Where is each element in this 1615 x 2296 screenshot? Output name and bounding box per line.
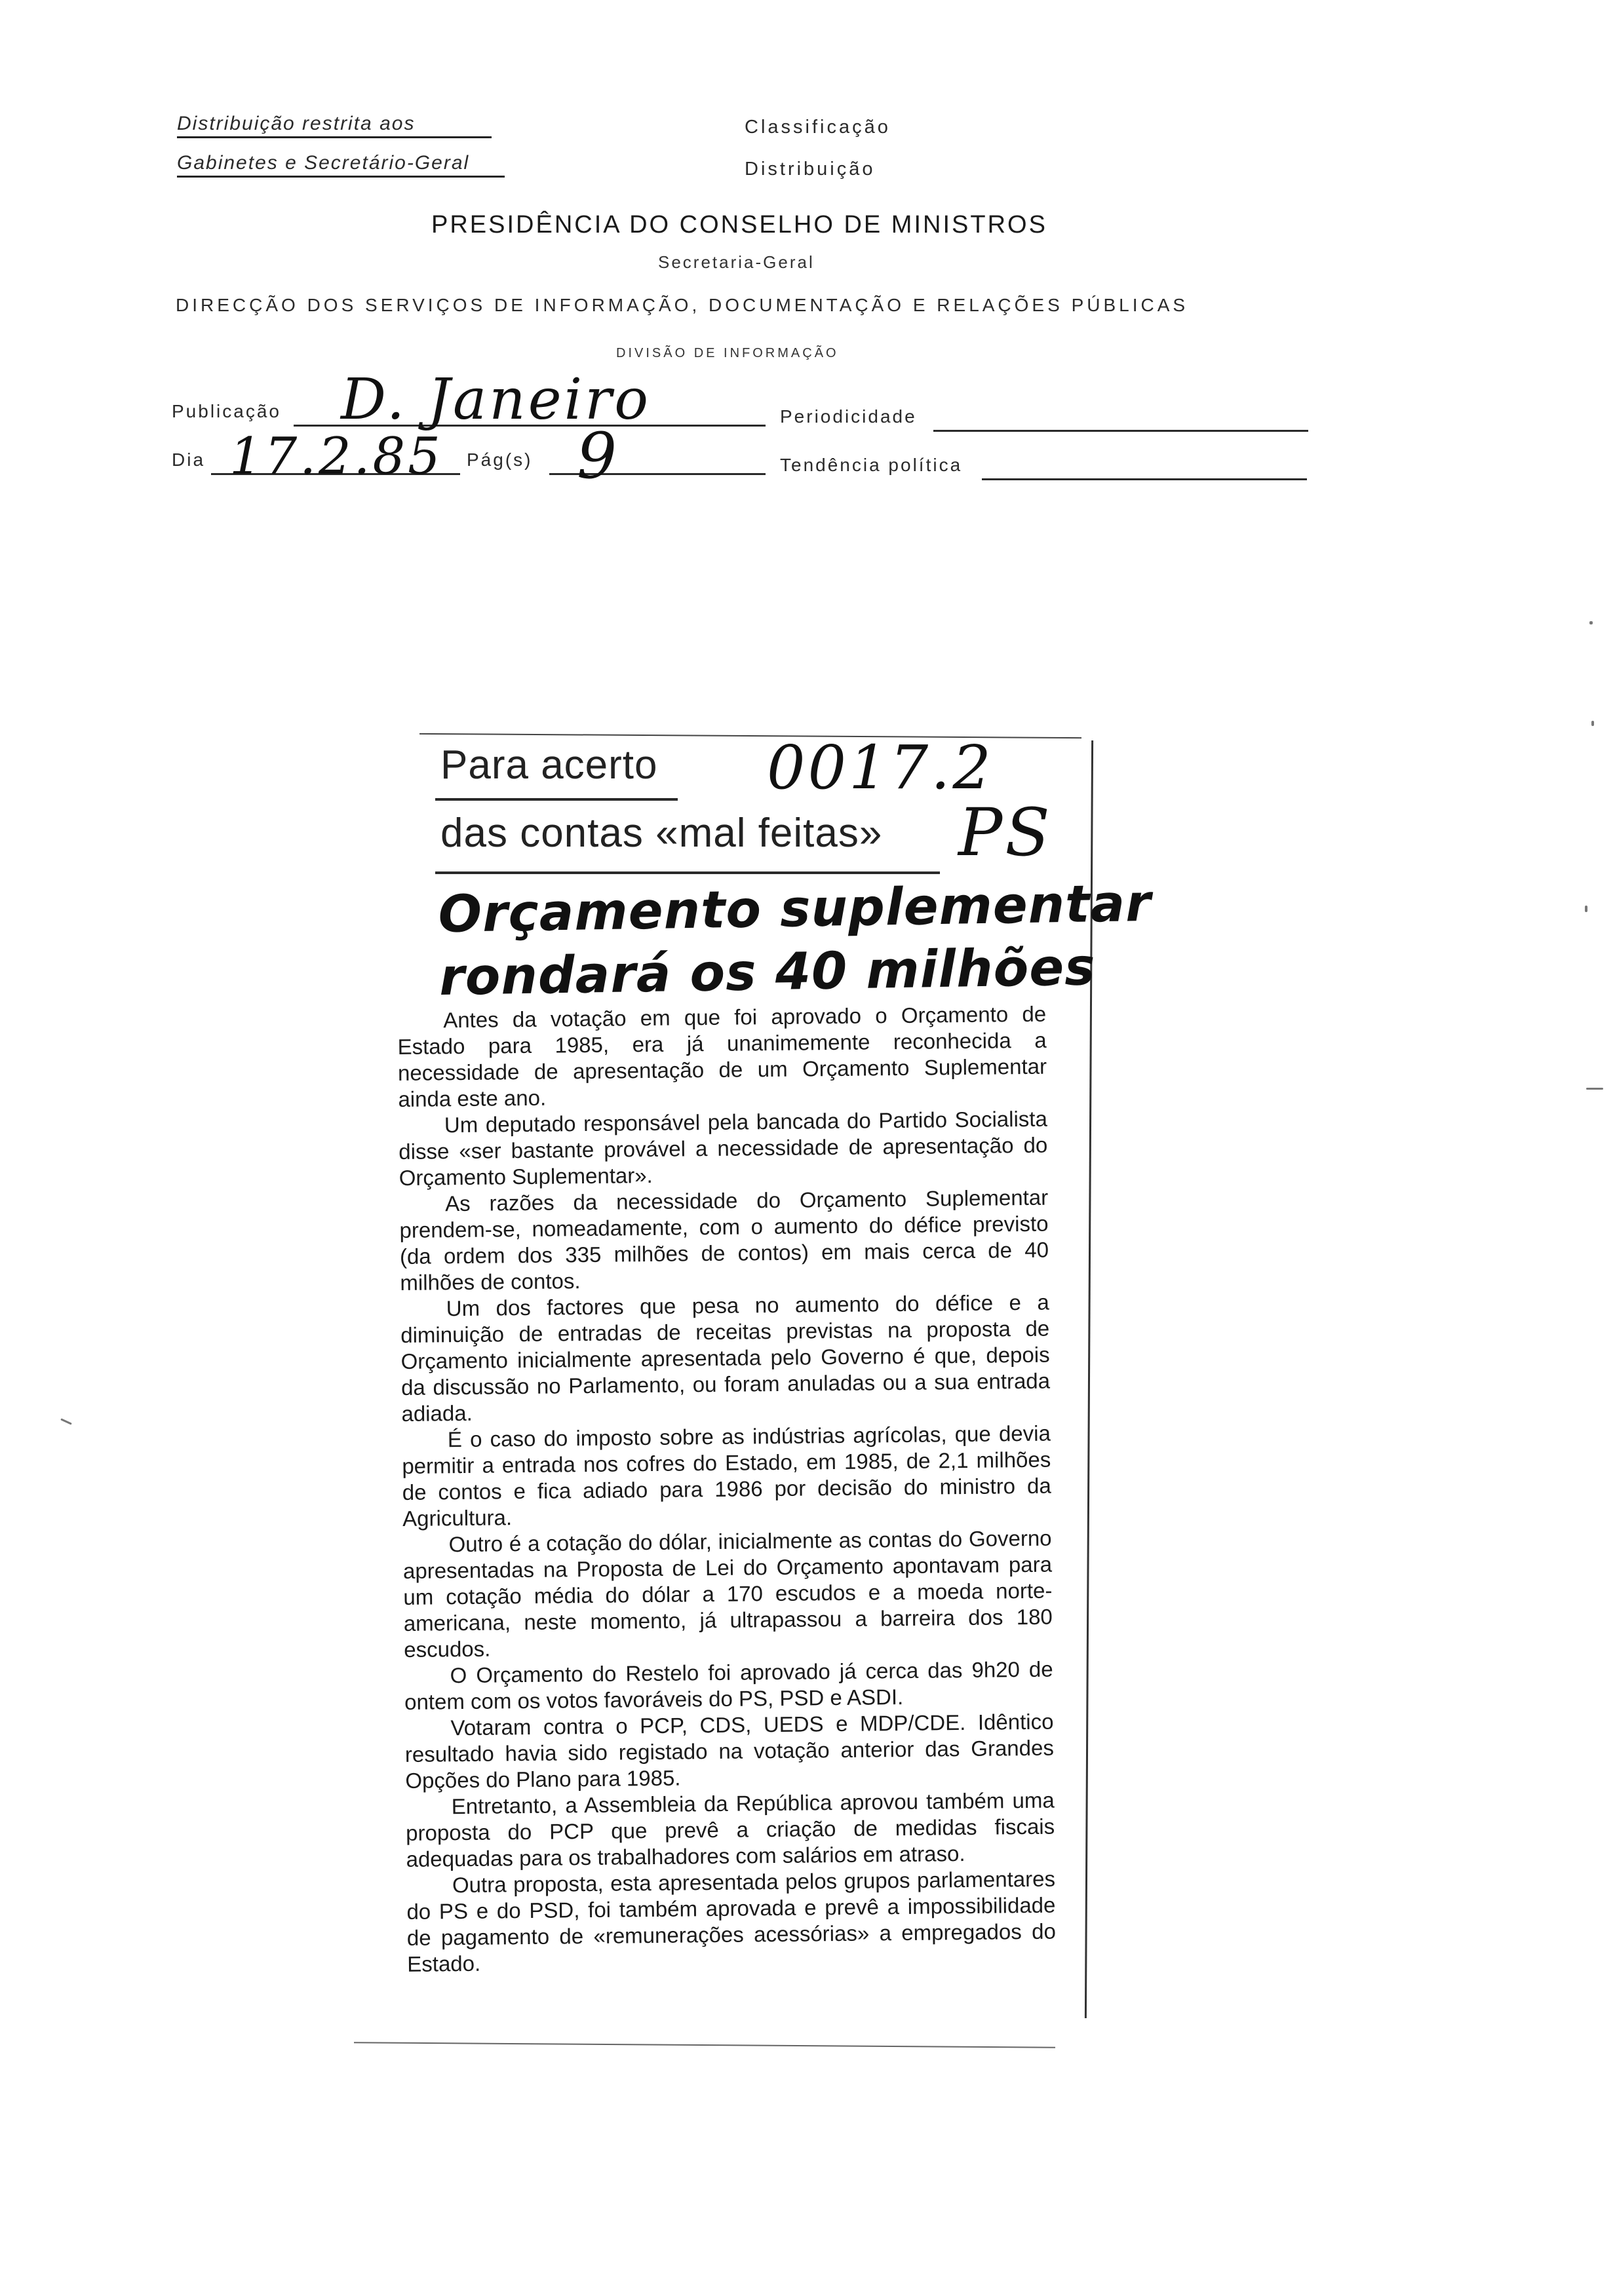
article-paragraph: Um deputado responsável pela bancada do Partido Socialista disse «ser bastante provável a necessidade de apresentação do Orçamento Suplementar».: [399, 1106, 1048, 1190]
publication-value: D. Janeiro: [341, 367, 651, 432]
article-paragraph: Outro é a cotação do dólar, inicialmente as contas do Governo apresentadas na Proposta de Lei do Orçamento apontavam para um cotação média do dólar a 170 escudos e a moeda norte-americana, neste momento, já ultrapassou a barreira dos 180 escudos.: [402, 1525, 1053, 1662]
scan-speck: [1585, 906, 1587, 912]
distribution-label: Distribuição: [745, 159, 876, 180]
article-paragraph: Votaram contra o PCP, CDS, UEDS e MDP/CDE. Idêntico resultado havia sido registado na votação anterior das Grandes Opções do Plano para 1985.: [404, 1709, 1055, 1793]
scan-speck: [60, 1418, 72, 1425]
date-label: Dia: [172, 450, 206, 470]
article-body: [397, 1001, 1056, 1978]
kicker-underline: [435, 798, 678, 801]
headline-line-2: rondará os 40 milhões: [438, 938, 1097, 1007]
date-value: 17.2.85: [229, 427, 443, 486]
scan-speck: [1589, 621, 1593, 624]
topic-code-annotation: 0017.2: [767, 733, 994, 803]
distribution-note: [177, 113, 492, 138]
kicker-line-1: Para acerto: [440, 742, 658, 788]
headline: [438, 872, 1153, 1009]
kicker-underline-2: [435, 871, 940, 874]
division-title: DIVISÃO DE INFORMAÇÃO: [616, 346, 839, 360]
political-tendency-line: [982, 478, 1307, 480]
periodicity-line: [933, 430, 1308, 432]
article-paragraph: As razões da necessidade do Orçamento Suplementar prendem-se, nomeadamente, com o aumento do défice previsto (da ordem dos 335 milhões de contos) em mais cerca de 40 milhões de contos.: [399, 1185, 1049, 1295]
article-paragraph: Um dos factores que pesa no aumento do défice e a diminuição de entradas de receitas previstas na proposta de Orçamento inicialmente apresentada pelo Governo é que, depois da discussão no Parlamento, ou foram anuladas ou a sua entrada adiada.: [400, 1290, 1051, 1426]
secretariat-title: Secretaria-Geral: [658, 252, 815, 272]
party-code-annotation: PS: [958, 794, 1053, 871]
directorate-title: DIRECÇÃO DOS SERVIÇOS DE INFORMAÇÃO, DOCUMENTAÇÃO E RELAÇÕES PÚBLICAS: [176, 295, 1189, 315]
article-paragraph: Outra proposta, esta apresentada pelos grupos parlamentares do PS e do PSD, foi também aprovada e prevê a impossibilidade de pagamento de «remunerações acessórias» a empregados do Estado.: [406, 1866, 1057, 1976]
pages-value: 9: [577, 419, 620, 493]
pages-label: Pág(s): [467, 450, 533, 470]
distribution-note-line2: Gabinetes e Secretário-Geral: [177, 152, 505, 178]
classification-label: Classificação: [745, 117, 891, 138]
article-paragraph: Entretanto, a Assembleia da República aprovou também uma proposta do PCP que prevê a criação de medidas fiscais adequadas para os trabalhadores com salários em atraso.: [405, 1788, 1055, 1871]
headline-line-1: Orçamento suplementar: [438, 873, 1152, 944]
publication-label: Publicação: [172, 401, 281, 421]
distribution-note-line1: Distribuição restrita aos: [177, 113, 492, 138]
kicker-line-2: das contas «mal feitas»: [440, 811, 883, 856]
institution-title: PRESIDÊNCIA DO CONSELHO DE MINISTROS: [431, 211, 1047, 239]
article-paragraph: É o caso do imposto sobre as indústrias agrícolas, que devia permitir a entrada nos cofres do Estado, em 1985, de 2,1 milhões de contos e fica adiado para 1986 por decisão do ministro da Agricultura.: [402, 1421, 1051, 1531]
scan-speck: [1586, 1088, 1603, 1090]
scan-speck: [1591, 721, 1594, 726]
distribution-note-2: [177, 152, 505, 178]
periodicity-label: Periodicidade: [780, 406, 917, 427]
clipping-bottom-edge: [354, 2042, 1055, 2048]
political-tendency-label: Tendência política: [780, 455, 963, 475]
article-paragraph: O Orçamento do Restelo foi aprovado já cerca das 9h20 de ontem com os votos favoráveis do PS, PSD e ASDI.: [404, 1656, 1053, 1714]
article-paragraph: Antes da votação em que foi aprovado o Orçamento de Estado para 1985, era já unanimemente reconhecida a necessidade de apresentação de um Orçamento Suplementar ainda este ano.: [397, 1001, 1047, 1111]
